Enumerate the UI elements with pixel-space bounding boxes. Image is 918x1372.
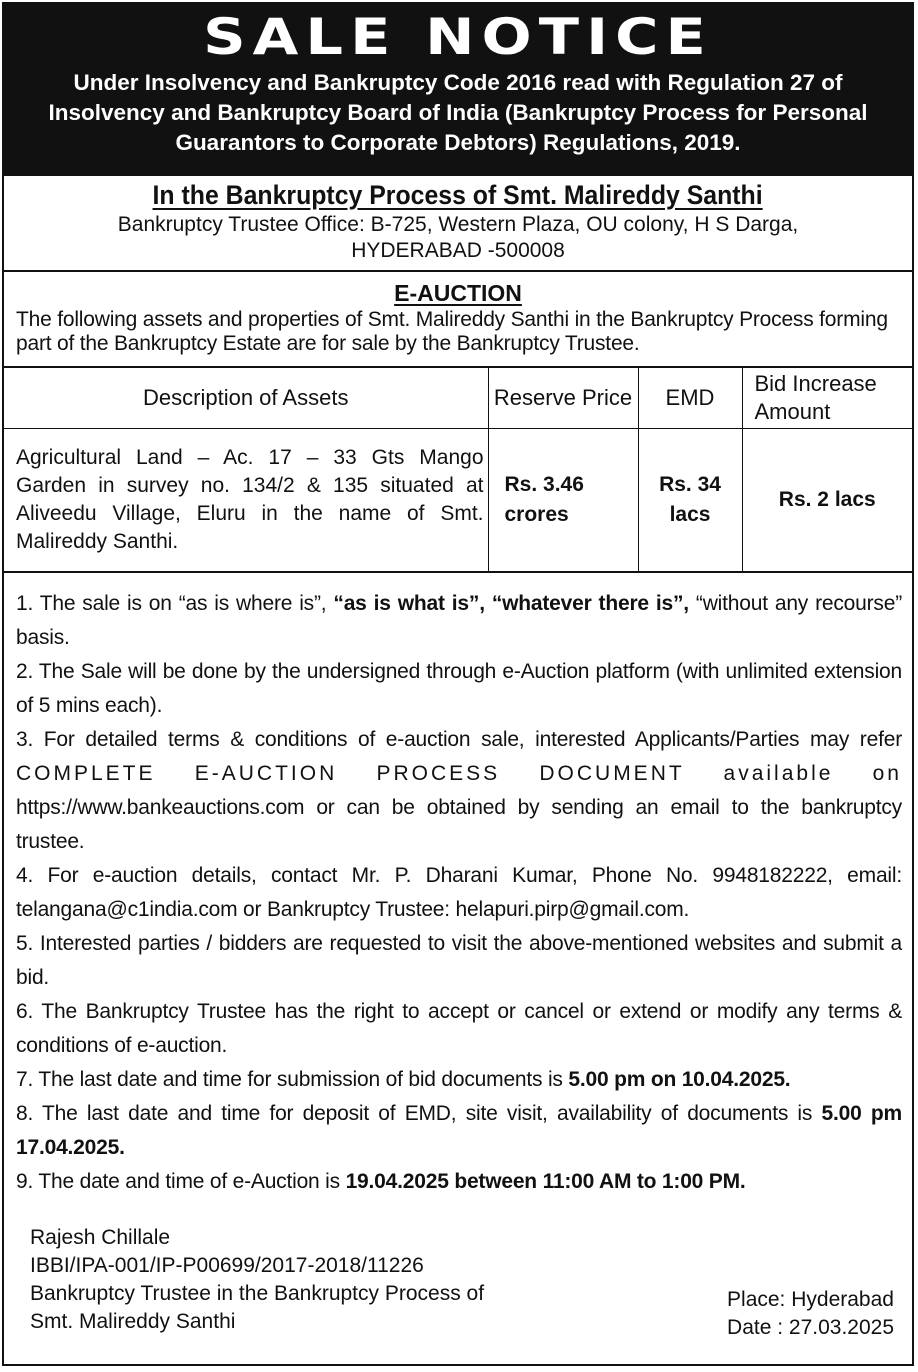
term-1-text: 1. The sale is on “as is where is”, <box>16 592 334 615</box>
term-3 <box>16 723 902 859</box>
header-emd: EMD <box>638 367 742 429</box>
term-2: 2. The Sale will be done by the undersigned through e-Auction platform (with unlimited extension of 5 mins each). <box>16 660 902 717</box>
signature-block <box>30 1224 484 1336</box>
place: Place: Hyderabad <box>727 1288 894 1311</box>
assets-table <box>4 366 912 573</box>
emd-value: Rs. 34 lacs <box>638 429 742 573</box>
reserve-price-value: Rs. 3.46 crores <box>488 429 638 573</box>
case-title: In the Bankruptcy Process of Smt. Malireddy Santhi <box>152 180 764 210</box>
term-3-tail: https://www.bankeauctions.com or can be obtained by sending an email to the bankruptcy trustee. <box>16 796 902 853</box>
header-reserve-price: Reserve Price <box>488 367 638 429</box>
table-row <box>4 429 912 573</box>
trustee-name: Rajesh Chillale <box>30 1226 171 1249</box>
terms-list <box>4 573 912 1199</box>
term-8-deadline: 5.00 pm 17.04.2025. <box>16 1102 902 1159</box>
term-3-text: 3. For detailed terms & conditions of e-auction sale, interested Applicants/Parties may refer <box>16 728 902 751</box>
eauction-heading: E-AUCTION <box>394 280 522 306</box>
term-8 <box>16 1097 902 1165</box>
term-6: 6. The Bankruptcy Trustee has the right to accept or cancel or extend or modify any terms & conditions of e-auction. <box>16 1000 902 1057</box>
notice-subtitle: Under Insolvency and Bankruptcy Code 2016 read with Regulation 27 of Insolvency and Bankruptcy Board of India (Bankruptcy Process for Personal Guarantors to Corporate Debtors) Regulations, 2019. <box>48 70 868 155</box>
trustee-role-line2: Smt. Malireddy Santhi <box>30 1310 236 1333</box>
term-8-text: 8. The last date and time for deposit of EMD, site visit, availability of documents is <box>16 1102 822 1125</box>
header-description: Description of Assets <box>4 367 488 429</box>
sale-notice <box>2 2 914 1366</box>
term-4: 4. For e-auction details, contact Mr. P. Dharani Kumar, Phone No. 9948182222, email: telangana@c1india.com or Bankruptcy Trustee: helapuri.pirp@gmail.com. <box>16 864 902 921</box>
term-5: 5. Interested parties / bidders are requested to visit the above-mentioned websites and submit a bid. <box>16 932 902 989</box>
header-bid-increase: Bid Increase Amount <box>742 367 912 429</box>
trustee-reg-no: IBBI/IPA-001/IP-P00699/2017-2018/11226 <box>30 1254 424 1277</box>
term-1 <box>16 587 902 655</box>
trustee-office-line1: Bankruptcy Trustee Office: B-725, Western Plaza, OU colony, H S Darga, <box>117 213 799 236</box>
term-9-schedule: 19.04.2025 between 11:00 AM to 1:00 PM. <box>345 1170 746 1193</box>
term-7-deadline: 5.00 pm on 10.04.2025. <box>568 1068 791 1091</box>
date: Date : 27.03.2025 <box>727 1316 894 1339</box>
term-7 <box>16 1063 902 1097</box>
trustee-office-line2: HYDERABAD -500008 <box>351 239 565 262</box>
term-9-text: 9. The date and time of e-Auction is <box>16 1170 346 1193</box>
case-header <box>4 176 912 272</box>
term-9 <box>16 1165 902 1199</box>
term-1-emphasis: “as is what is”, “whatever there is”, <box>333 592 689 615</box>
bid-increase-value: Rs. 2 lacs <box>742 429 912 573</box>
place-date-block <box>727 1286 894 1342</box>
table-header-row <box>4 367 912 429</box>
term-1-tail: “without any recourse” basis. <box>16 592 902 649</box>
auction-intro: The following assets and properties of Smt. Malireddy Santhi in the Bankruptcy Process forming part of the Bankruptcy Estate are for sale by the Bankruptcy Trustee. <box>16 308 888 355</box>
trustee-role-line1: Bankruptcy Trustee in the Bankruptcy Process of <box>30 1282 485 1305</box>
notice-banner <box>4 4 912 176</box>
term-3-document: COMPLETE E-AUCTION PROCESS DOCUMENT available on <box>16 762 902 785</box>
asset-description: Agricultural Land – Ac. 17 – 33 Gts Mango Garden in survey no. 134/2 & 135 situated at Aliveedu Village, Eluru in the name of Smt. Malireddy Santhi. <box>4 429 488 573</box>
notice-title: SALE NOTICE <box>203 8 713 66</box>
term-7-text: 7. The last date and time for submission of bid documents is <box>16 1068 569 1091</box>
